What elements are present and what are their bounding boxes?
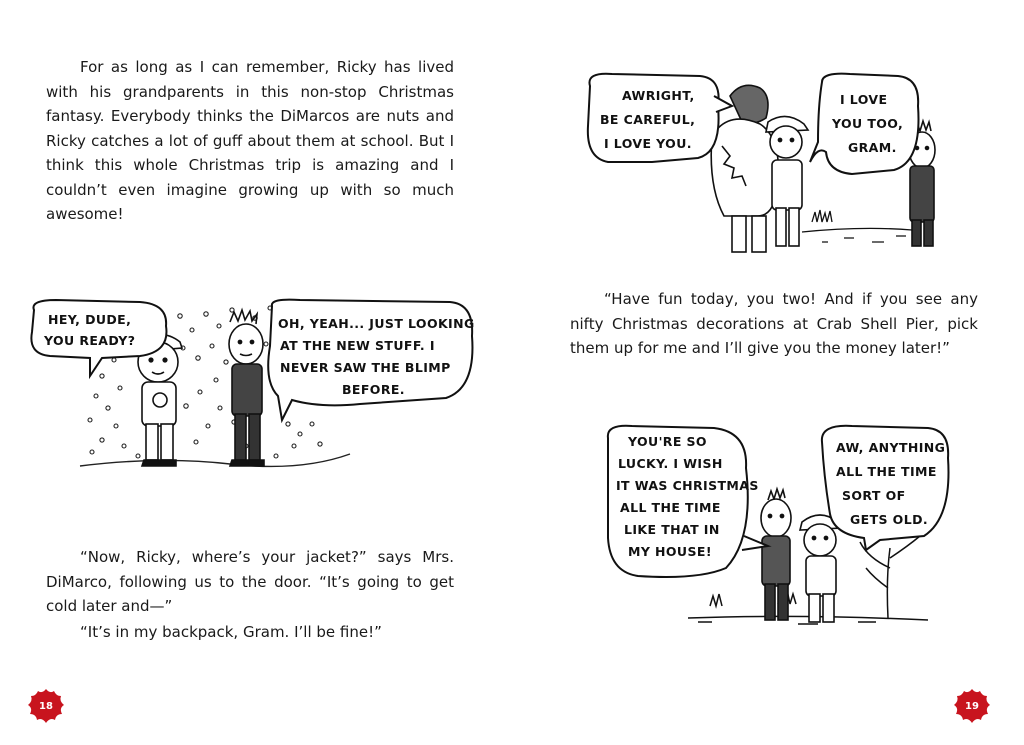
bubble-left-line-1: HEY, DUDE, — [48, 312, 132, 327]
bubble-aw-line-1: AW, ANYTHING — [836, 440, 946, 455]
page-number-badge-right — [952, 686, 992, 726]
comic-panel-gram-hug — [582, 66, 962, 266]
bubble-lucky-line-1: YOU'RE SO — [628, 434, 707, 449]
page-number-right: 19 — [965, 700, 979, 712]
grass-ground — [802, 210, 912, 242]
page-number-left: 18 — [39, 700, 53, 712]
bubble-love-line-2: YOU TOO, — [832, 116, 904, 131]
ricky-figure — [229, 310, 264, 466]
paragraph-have-fun-today: “Have fun today, you two! And if you see any nifty Christmas decorations at Crab Shell Pier, pick them up for me and I’ll give you the money later!” — [570, 290, 978, 357]
bubble-awright-line-3: I LOVE YOU. — [604, 136, 692, 151]
bubble-aw-line-4: GETS OLD. — [850, 512, 928, 527]
bubble-right-line-4: BEFORE. — [342, 382, 405, 397]
bubble-lucky-line-5: LIKE THAT IN — [624, 522, 720, 537]
paragraph-jacket-question: “Now, Ricky, where’s your jacket?” says Mrs. DiMarco, following us to the door. “It’s going to get cold later and—” — [46, 548, 454, 615]
bubble-love-line-3: GRAM. — [848, 140, 897, 155]
bubble-lucky-line-2: LUCKY. I WISH — [618, 456, 723, 471]
bubble-awright-line-2: BE CAREFUL, — [600, 112, 696, 127]
kid-in-hug-figure — [766, 116, 808, 246]
comic-panel-christmas-lucky — [598, 418, 958, 644]
comic-panel-blimp — [20, 296, 480, 486]
bubble-left-line-2: YOU READY? — [44, 333, 136, 348]
paragraph-backpack-reply: “It’s in my backpack, Gram. I’ll be fine!” — [80, 623, 382, 641]
bubble-love-line-1: I LOVE — [840, 92, 888, 107]
bubble-right-line-2: AT THE NEW STUFF. I — [280, 338, 435, 353]
ground-line — [80, 454, 350, 466]
bubble-lucky-line-3: IT WAS CHRISTMAS — [616, 478, 759, 493]
bubble-lucky-line-6: MY HOUSE! — [628, 544, 712, 559]
bubble-awright-line-1: AWRIGHT, — [622, 88, 695, 103]
ricky-walking-figure — [761, 489, 791, 620]
kid-walking-figure — [800, 515, 842, 622]
paragraph-ricky-grandparents: For as long as I can remember, Ricky has lived with his grandparents in this non-stop Christmas fantasy. Everybody thinks the DiMarcos are nuts and Ricky catches a lot of guff about them at school. But I think this whole Christmas trip is amazing and I couldn’t even imagine growing up with so much awesome! — [46, 58, 454, 223]
bubble-aw-line-2: ALL THE TIME — [836, 464, 937, 479]
right-page — [512, 0, 1024, 745]
page-number-badge-left — [26, 686, 66, 726]
bubble-right-line-3: NEVER SAW THE BLIMP — [280, 360, 451, 375]
bubble-right-line-1: OH, YEAH... JUST LOOKING — [278, 316, 475, 331]
bubble-lucky-line-4: ALL THE TIME — [620, 500, 721, 515]
bubble-aw-line-3: SORT OF — [842, 488, 906, 503]
